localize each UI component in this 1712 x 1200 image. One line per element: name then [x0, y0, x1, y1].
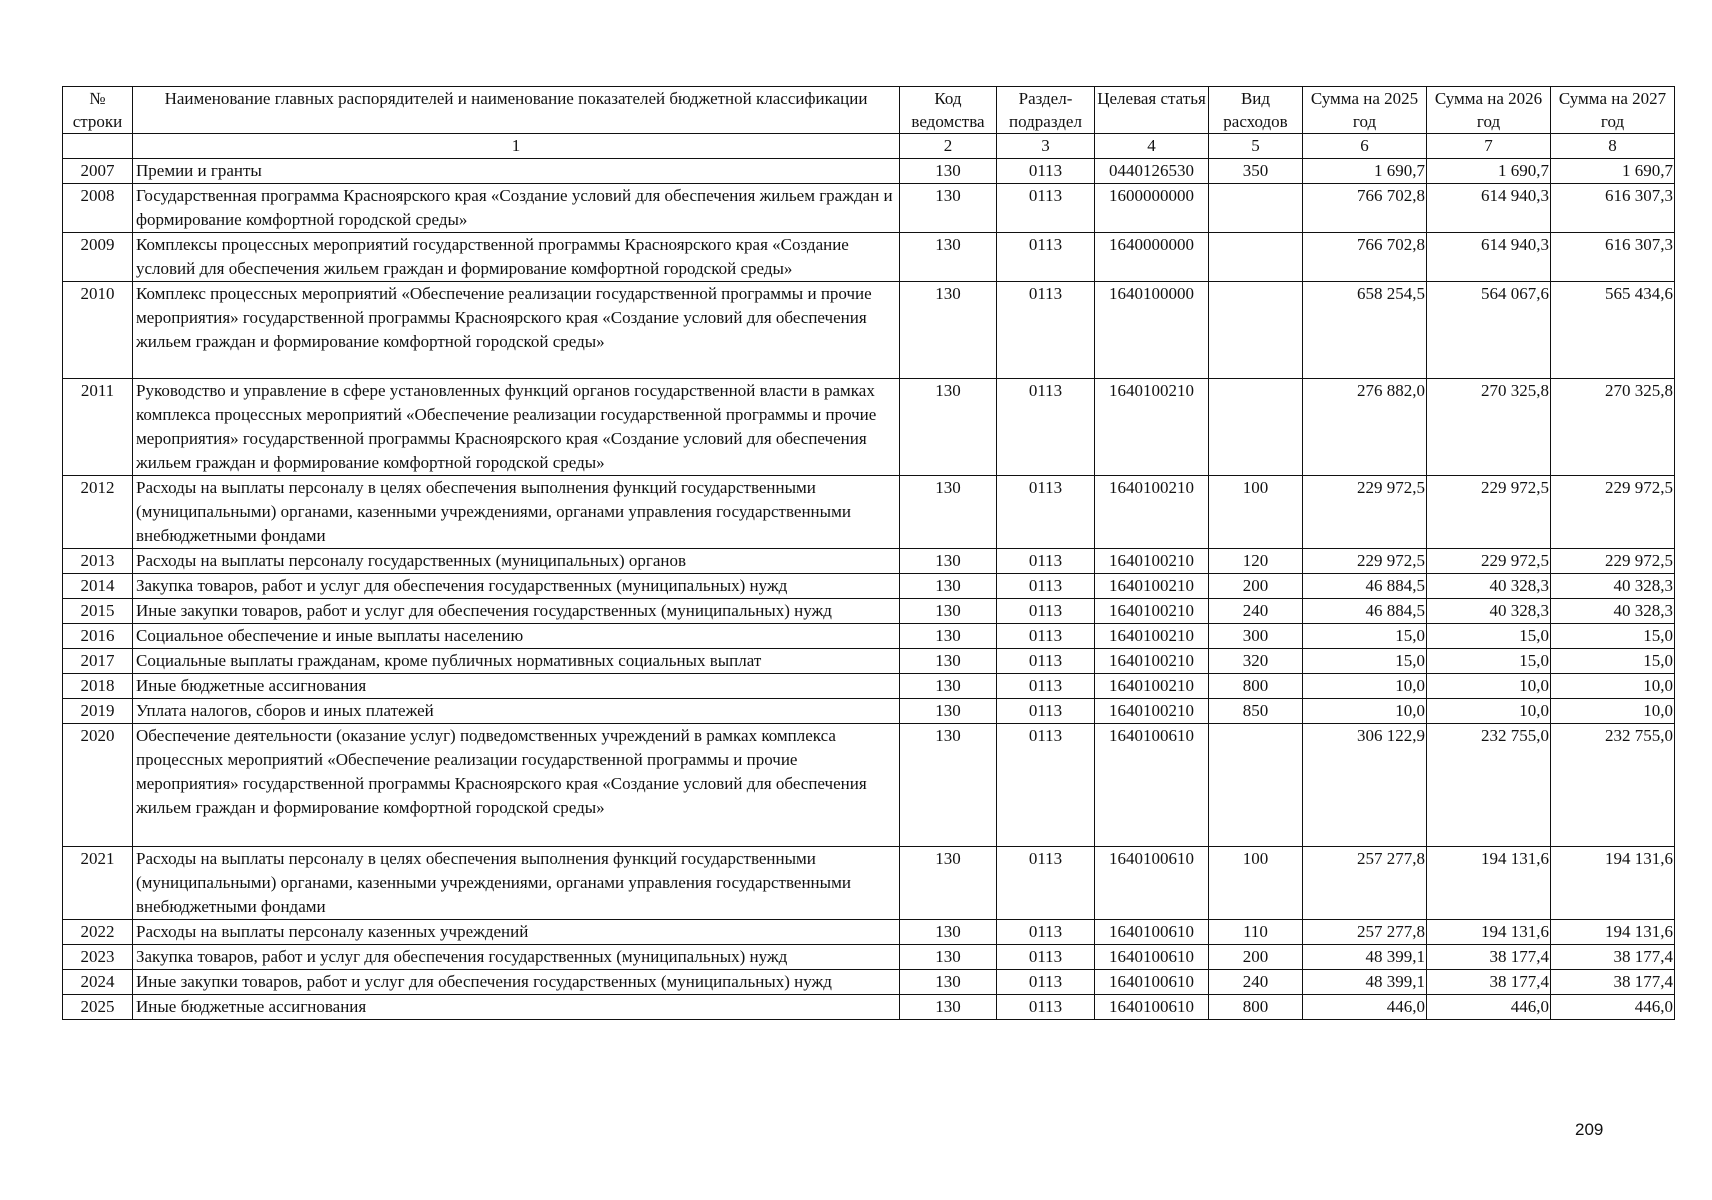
row-name: Комплексы процессных мероприятий государственной программы Красноярского края «Создание условий для обеспечения жильем граждан и формирование комфортной городской среды»: [133, 233, 900, 282]
row-expense-type: [1209, 724, 1303, 847]
row-sum-2025: 10,0: [1303, 674, 1427, 699]
row-sum-2026: 15,0: [1427, 649, 1551, 674]
row-target-code: 1640100210: [1095, 574, 1209, 599]
row-sum-2025: 15,0: [1303, 649, 1427, 674]
row-number: 2018: [63, 674, 133, 699]
row-sum-2025: 48 399,1: [1303, 945, 1427, 970]
row-sum-2026: 15,0: [1427, 624, 1551, 649]
row-sum-2027: 229 972,5: [1551, 476, 1675, 549]
row-target-code: 0440126530: [1095, 159, 1209, 184]
row-number: 2015: [63, 599, 133, 624]
row-expense-type: 100: [1209, 847, 1303, 920]
row-target-code: 1640100610: [1095, 724, 1209, 847]
row-section-code: 0113: [997, 945, 1095, 970]
row-name: Иные закупки товаров, работ и услуг для обеспечения государственных (муниципальных) нужд: [133, 970, 900, 995]
row-name: Обеспечение деятельности (оказание услуг) подведомственных учреждений в рамках комплекса процессных мероприятий «Обеспечение реализации государственной программы и прочие мероприятия» государственной программы Красноярского края «Создание условий для обеспечения жильем граждан и формирование комфортной городской среды»: [133, 724, 900, 847]
header-name: Наименование главных распорядителей и наименование показателей бюджетной классификации: [133, 87, 900, 134]
row-expense-type: 800: [1209, 995, 1303, 1020]
row-sum-2025: 276 882,0: [1303, 379, 1427, 476]
row-dept-code: 130: [900, 184, 997, 233]
row-section-code: 0113: [997, 699, 1095, 724]
row-sum-2027: 1 690,7: [1551, 159, 1675, 184]
row-sum-2027: 232 755,0: [1551, 724, 1675, 847]
row-dept-code: 130: [900, 995, 997, 1020]
header-sum-2027: Сумма на 2027 год: [1551, 87, 1675, 134]
row-dept-code: 130: [900, 674, 997, 699]
row-section-code: 0113: [997, 599, 1095, 624]
row-section-code: 0113: [997, 549, 1095, 574]
table-row: [63, 476, 1675, 549]
table-row: [63, 649, 1675, 674]
header-sum-2026: Сумма на 2026 год: [1427, 87, 1551, 134]
row-sum-2026: 270 325,8: [1427, 379, 1551, 476]
row-section-code: 0113: [997, 649, 1095, 674]
row-sum-2026: 446,0: [1427, 995, 1551, 1020]
row-dept-code: 130: [900, 649, 997, 674]
budget-table-sheet: [62, 86, 1674, 1020]
row-sum-2026: 229 972,5: [1427, 549, 1551, 574]
row-sum-2026: 40 328,3: [1427, 574, 1551, 599]
row-sum-2026: 229 972,5: [1427, 476, 1551, 549]
row-sum-2027: 15,0: [1551, 649, 1675, 674]
row-expense-type: 240: [1209, 970, 1303, 995]
row-section-code: 0113: [997, 282, 1095, 379]
row-target-code: 1640100210: [1095, 476, 1209, 549]
row-section-code: 0113: [997, 379, 1095, 476]
row-target-code: 1640000000: [1095, 233, 1209, 282]
table-row: [63, 699, 1675, 724]
table-header-row: [63, 87, 1675, 134]
row-section-code: 0113: [997, 970, 1095, 995]
row-dept-code: 130: [900, 945, 997, 970]
row-sum-2026: 10,0: [1427, 699, 1551, 724]
row-name: Комплекс процессных мероприятий «Обеспечение реализации государственной программы и прочие мероприятия» государственной программы Красноярского края «Создание условий для обеспечения жильем граждан и формирование комфортной городской среды»: [133, 282, 900, 379]
row-sum-2027: 10,0: [1551, 699, 1675, 724]
row-dept-code: 130: [900, 282, 997, 379]
row-number: 2020: [63, 724, 133, 847]
column-index-cell: 4: [1095, 134, 1209, 159]
row-sum-2025: 10,0: [1303, 699, 1427, 724]
row-dept-code: 130: [900, 624, 997, 649]
row-section-code: 0113: [997, 159, 1095, 184]
row-sum-2027: 38 177,4: [1551, 945, 1675, 970]
header-dept: Код ведомства: [900, 87, 997, 134]
row-sum-2027: 229 972,5: [1551, 549, 1675, 574]
row-expense-type: 100: [1209, 476, 1303, 549]
row-number: 2012: [63, 476, 133, 549]
row-sum-2026: 614 940,3: [1427, 184, 1551, 233]
row-target-code: 1640100210: [1095, 674, 1209, 699]
row-section-code: 0113: [997, 574, 1095, 599]
row-sum-2025: 766 702,8: [1303, 233, 1427, 282]
row-name: Премии и гранты: [133, 159, 900, 184]
table-body: [63, 159, 1675, 1020]
row-name: Иные закупки товаров, работ и услуг для обеспечения государственных (муниципальных) нужд: [133, 599, 900, 624]
table-row: [63, 574, 1675, 599]
row-name: Социальное обеспечение и иные выплаты населению: [133, 624, 900, 649]
row-sum-2025: 15,0: [1303, 624, 1427, 649]
row-target-code: 1640100610: [1095, 970, 1209, 995]
table-row: [63, 624, 1675, 649]
column-index-cell: 7: [1427, 134, 1551, 159]
row-sum-2025: 306 122,9: [1303, 724, 1427, 847]
row-sum-2025: 257 277,8: [1303, 847, 1427, 920]
row-sum-2026: 40 328,3: [1427, 599, 1551, 624]
row-name: Социальные выплаты гражданам, кроме публичных нормативных социальных выплат: [133, 649, 900, 674]
row-sum-2025: 46 884,5: [1303, 574, 1427, 599]
row-expense-type: 850: [1209, 699, 1303, 724]
row-expense-type: [1209, 379, 1303, 476]
row-sum-2026: 194 131,6: [1427, 920, 1551, 945]
row-sum-2027: 38 177,4: [1551, 970, 1675, 995]
row-sum-2026: 10,0: [1427, 674, 1551, 699]
row-expense-type: [1209, 233, 1303, 282]
header-sum-2025: Сумма на 2025 год: [1303, 87, 1427, 134]
row-dept-code: 130: [900, 699, 997, 724]
row-target-code: 1640100210: [1095, 699, 1209, 724]
row-name: Расходы на выплаты персоналу в целях обеспечения выполнения функций государственными (муниципальными) органами, казенными учреждениями, органами управления государственными внебюджетными фондами: [133, 847, 900, 920]
row-number: 2019: [63, 699, 133, 724]
table-row: [63, 599, 1675, 624]
row-number: 2022: [63, 920, 133, 945]
row-name: Иные бюджетные ассигнования: [133, 674, 900, 699]
row-sum-2025: 658 254,5: [1303, 282, 1427, 379]
row-section-code: 0113: [997, 184, 1095, 233]
row-expense-type: 120: [1209, 549, 1303, 574]
row-target-code: 1640100210: [1095, 379, 1209, 476]
table-row: [63, 920, 1675, 945]
row-number: 2011: [63, 379, 133, 476]
row-target-code: 1640100610: [1095, 920, 1209, 945]
row-number: 2014: [63, 574, 133, 599]
row-sum-2025: 257 277,8: [1303, 920, 1427, 945]
row-name: Расходы на выплаты персоналу в целях обеспечения выполнения функций государственными (муниципальными) органами, казенными учреждениями, органами управления государственными внебюджетными фондами: [133, 476, 900, 549]
row-section-code: 0113: [997, 724, 1095, 847]
row-sum-2027: 40 328,3: [1551, 599, 1675, 624]
row-dept-code: 130: [900, 379, 997, 476]
row-dept-code: 130: [900, 549, 997, 574]
row-target-code: 1640100210: [1095, 649, 1209, 674]
table-row: [63, 970, 1675, 995]
row-number: 2008: [63, 184, 133, 233]
row-sum-2025: 48 399,1: [1303, 970, 1427, 995]
row-sum-2026: 1 690,7: [1427, 159, 1551, 184]
row-dept-code: 130: [900, 970, 997, 995]
column-index-cell: 5: [1209, 134, 1303, 159]
table-row: [63, 674, 1675, 699]
table-row: [63, 945, 1675, 970]
row-sum-2025: 229 972,5: [1303, 476, 1427, 549]
row-sum-2025: 446,0: [1303, 995, 1427, 1020]
row-expense-type: 320: [1209, 649, 1303, 674]
row-expense-type: 800: [1209, 674, 1303, 699]
row-dept-code: 130: [900, 159, 997, 184]
table-row: [63, 724, 1675, 847]
row-number: 2016: [63, 624, 133, 649]
table-row: [63, 379, 1675, 476]
row-dept-code: 130: [900, 233, 997, 282]
column-index-cell: [63, 134, 133, 159]
row-number: 2013: [63, 549, 133, 574]
column-index-cell: 2: [900, 134, 997, 159]
column-index-cell: 8: [1551, 134, 1675, 159]
row-section-code: 0113: [997, 624, 1095, 649]
table-row: [63, 995, 1675, 1020]
row-sum-2027: 194 131,6: [1551, 920, 1675, 945]
row-sum-2027: 446,0: [1551, 995, 1675, 1020]
row-target-code: 1640100610: [1095, 945, 1209, 970]
row-section-code: 0113: [997, 476, 1095, 549]
row-sum-2027: 40 328,3: [1551, 574, 1675, 599]
row-dept-code: 130: [900, 476, 997, 549]
row-sum-2025: 229 972,5: [1303, 549, 1427, 574]
row-sum-2027: 15,0: [1551, 624, 1675, 649]
row-dept-code: 130: [900, 920, 997, 945]
row-expense-type: [1209, 282, 1303, 379]
row-expense-type: [1209, 184, 1303, 233]
row-name: Руководство и управление в сфере установленных функций органов государственной власти в рамках комплекса процессных мероприятий «Обеспечение реализации государственной программы и прочие мероприятия» государственной программы Красноярского края «Создание условий для обеспечения жильем граждан и формирование комфортной городской среды»: [133, 379, 900, 476]
row-name: Закупка товаров, работ и услуг для обеспечения государственных (муниципальных) нужд: [133, 574, 900, 599]
row-expense-type: 200: [1209, 574, 1303, 599]
row-expense-type: 350: [1209, 159, 1303, 184]
table-row: [63, 847, 1675, 920]
row-sum-2027: 565 434,6: [1551, 282, 1675, 379]
column-index-row: [63, 134, 1675, 159]
row-name: Уплата налогов, сборов и иных платежей: [133, 699, 900, 724]
row-sum-2026: 194 131,6: [1427, 847, 1551, 920]
row-number: 2023: [63, 945, 133, 970]
row-section-code: 0113: [997, 233, 1095, 282]
row-sum-2027: 10,0: [1551, 674, 1675, 699]
row-dept-code: 130: [900, 847, 997, 920]
row-expense-type: 300: [1209, 624, 1303, 649]
row-name: Закупка товаров, работ и услуг для обеспечения государственных (муниципальных) нужд: [133, 945, 900, 970]
table-row: [63, 282, 1675, 379]
row-target-code: 1640100210: [1095, 549, 1209, 574]
row-section-code: 0113: [997, 995, 1095, 1020]
row-sum-2026: 232 755,0: [1427, 724, 1551, 847]
row-name: Расходы на выплаты персоналу государственных (муниципальных) органов: [133, 549, 900, 574]
row-number: 2009: [63, 233, 133, 282]
row-sum-2027: 194 131,6: [1551, 847, 1675, 920]
table-row: [63, 549, 1675, 574]
page-number: 209: [1575, 1120, 1604, 1139]
column-index-cell: 1: [133, 134, 900, 159]
header-row-no: № строки: [63, 87, 133, 134]
row-sum-2025: 46 884,5: [1303, 599, 1427, 624]
column-index-cell: 6: [1303, 134, 1427, 159]
budget-table: [62, 86, 1675, 1020]
row-sum-2027: 616 307,3: [1551, 184, 1675, 233]
row-dept-code: 130: [900, 599, 997, 624]
row-dept-code: 130: [900, 724, 997, 847]
row-sum-2026: 614 940,3: [1427, 233, 1551, 282]
table-row: [63, 184, 1675, 233]
row-section-code: 0113: [997, 847, 1095, 920]
row-expense-type: 200: [1209, 945, 1303, 970]
row-number: 2025: [63, 995, 133, 1020]
row-sum-2025: 1 690,7: [1303, 159, 1427, 184]
table-row: [63, 233, 1675, 282]
row-name: Расходы на выплаты персоналу казенных учреждений: [133, 920, 900, 945]
row-sum-2025: 766 702,8: [1303, 184, 1427, 233]
row-section-code: 0113: [997, 920, 1095, 945]
row-number: 2010: [63, 282, 133, 379]
row-number: 2017: [63, 649, 133, 674]
row-number: 2021: [63, 847, 133, 920]
row-expense-type: 240: [1209, 599, 1303, 624]
row-sum-2026: 38 177,4: [1427, 970, 1551, 995]
row-sum-2026: 564 067,6: [1427, 282, 1551, 379]
row-name: Государственная программа Красноярского края «Создание условий для обеспечения жильем граждан и формирование комфортной городской среды»: [133, 184, 900, 233]
header-exp-type: Вид расходов: [1209, 87, 1303, 134]
row-expense-type: 110: [1209, 920, 1303, 945]
row-target-code: 1640100000: [1095, 282, 1209, 379]
header-section: Раздел-подраздел: [997, 87, 1095, 134]
row-target-code: 1640100210: [1095, 599, 1209, 624]
header-target: Целевая статья: [1095, 87, 1209, 134]
row-dept-code: 130: [900, 574, 997, 599]
column-index-cell: 3: [997, 134, 1095, 159]
row-target-code: 1600000000: [1095, 184, 1209, 233]
row-name: Иные бюджетные ассигнования: [133, 995, 900, 1020]
row-section-code: 0113: [997, 674, 1095, 699]
row-target-code: 1640100210: [1095, 624, 1209, 649]
row-sum-2027: 270 325,8: [1551, 379, 1675, 476]
table-row: [63, 159, 1675, 184]
row-sum-2027: 616 307,3: [1551, 233, 1675, 282]
row-sum-2026: 38 177,4: [1427, 945, 1551, 970]
row-target-code: 1640100610: [1095, 847, 1209, 920]
row-target-code: 1640100610: [1095, 995, 1209, 1020]
row-number: 2007: [63, 159, 133, 184]
row-number: 2024: [63, 970, 133, 995]
